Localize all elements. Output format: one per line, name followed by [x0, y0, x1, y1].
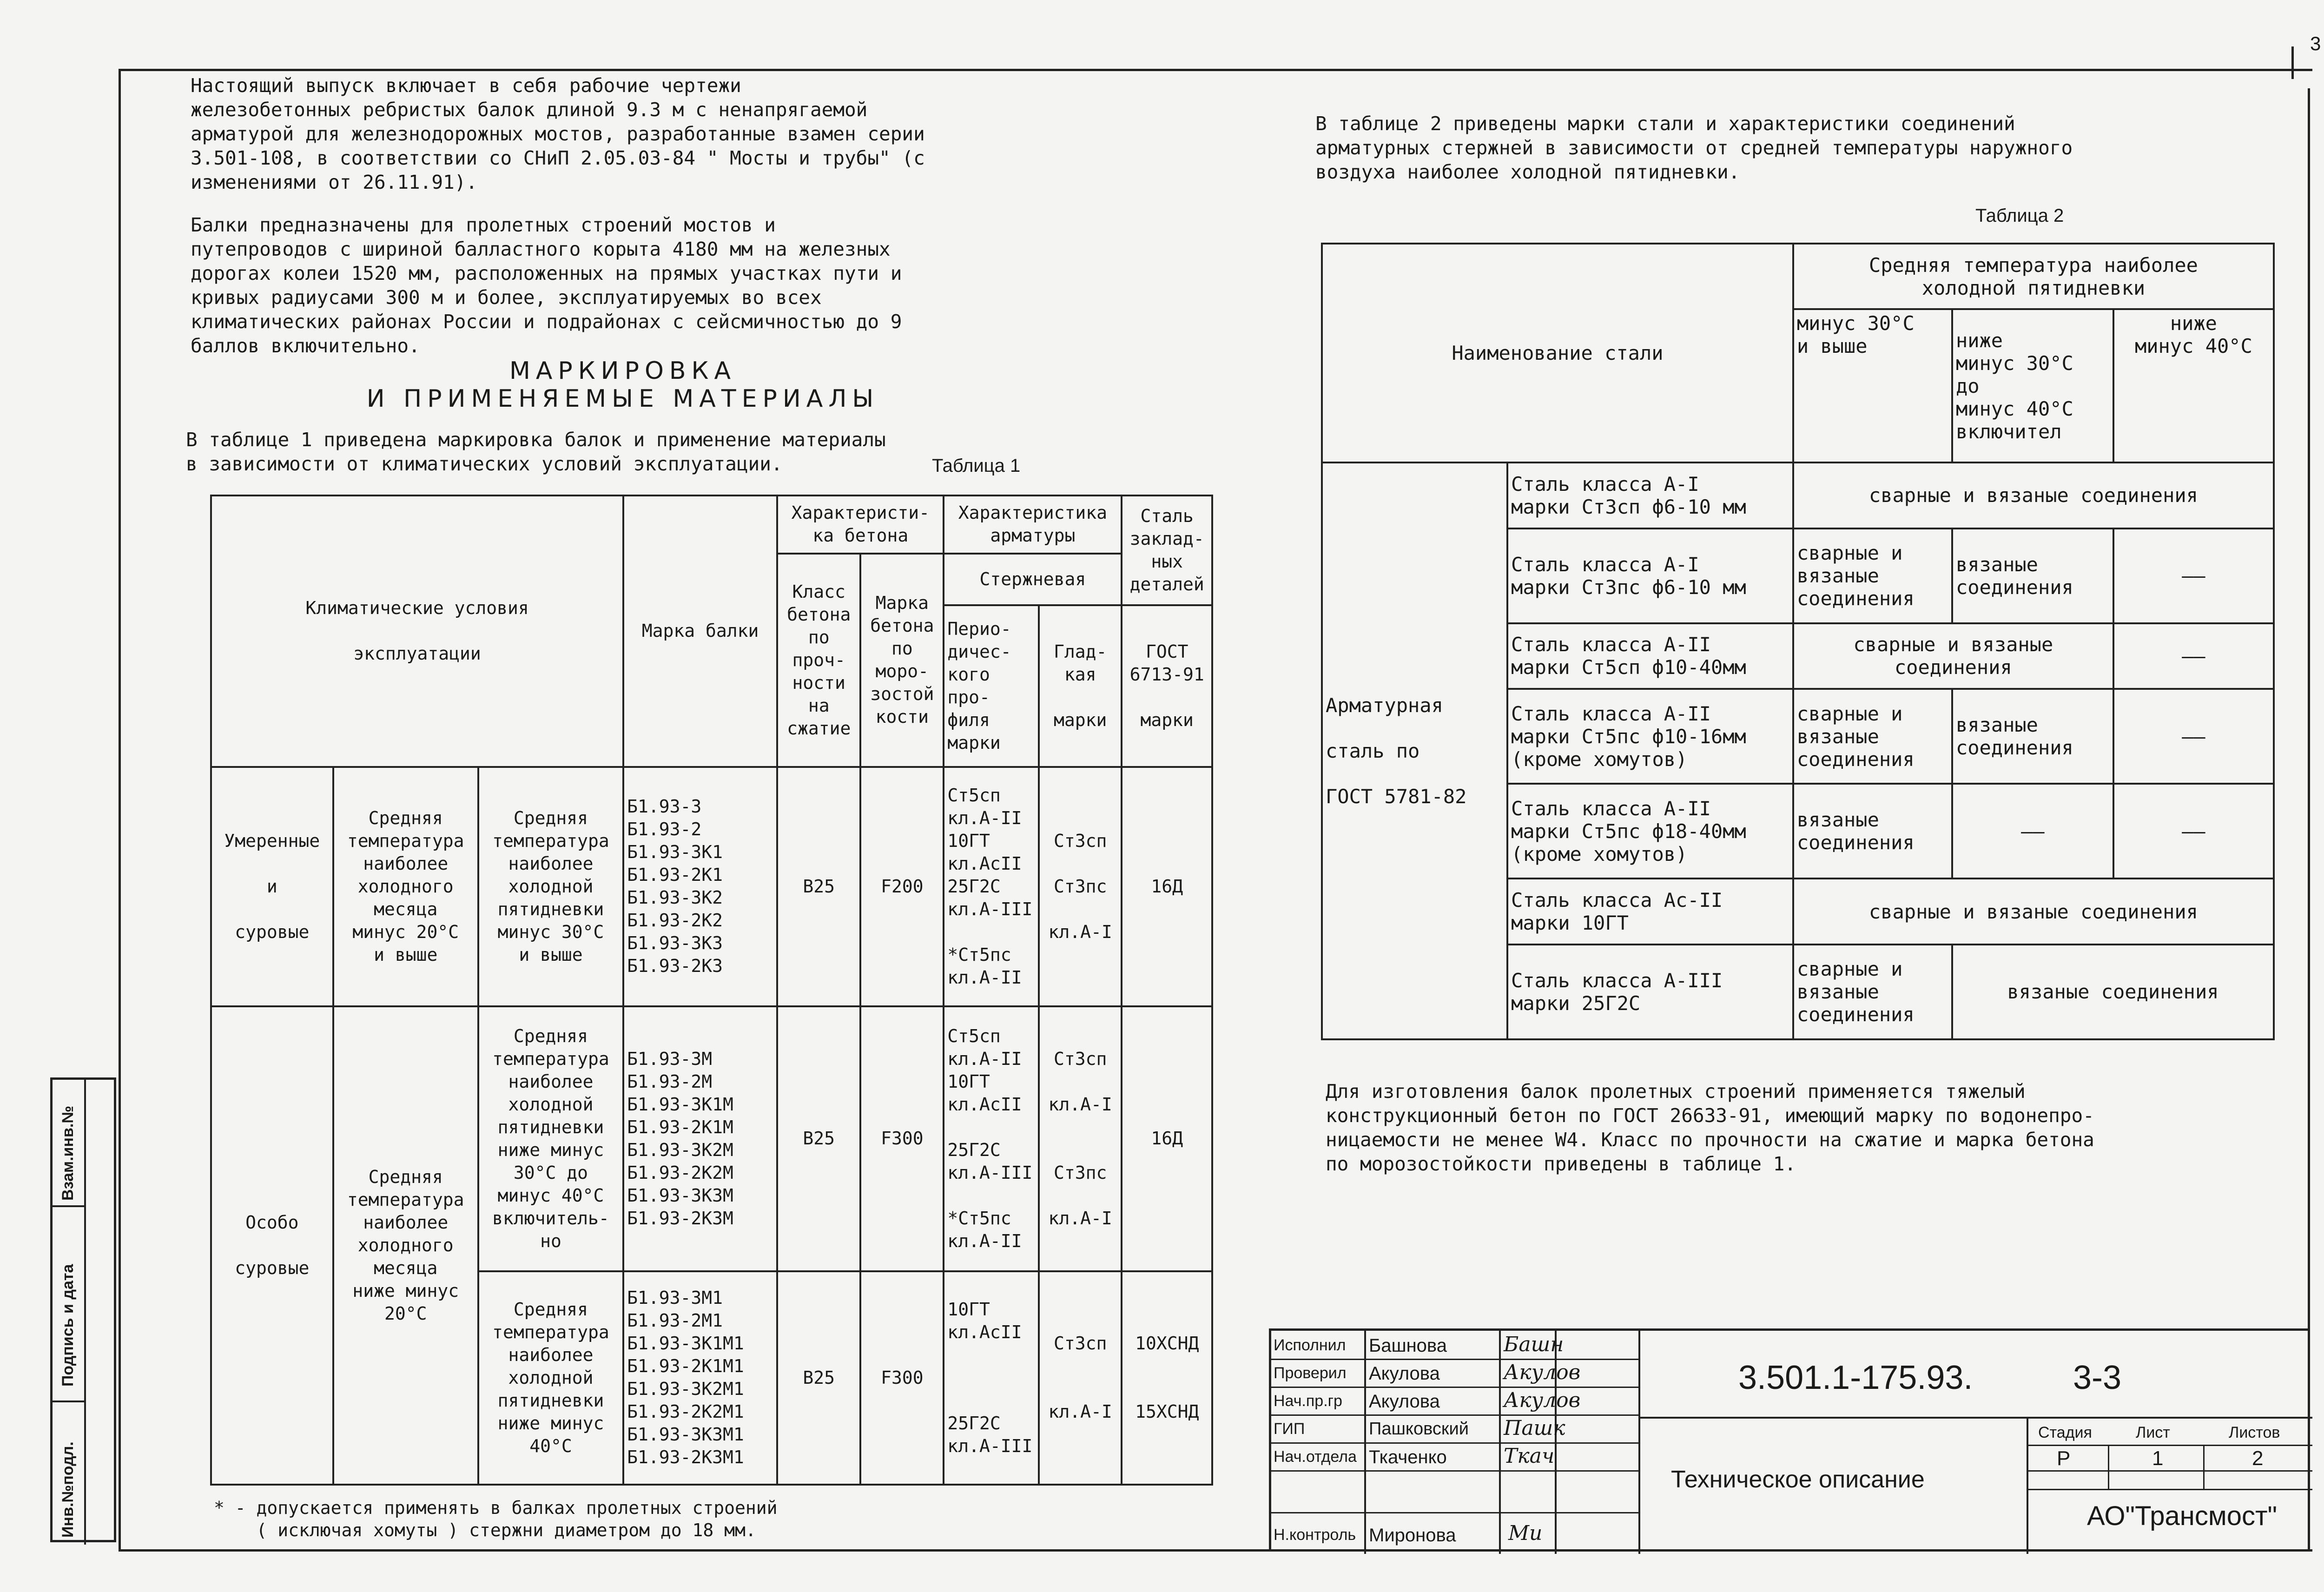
t2-r1-all: сварные и вязаные соединения [1793, 462, 2274, 528]
t1-r2-smooth: Ст3сп кл.А-I Ст3пс кл.А-I [1039, 1006, 1122, 1271]
stamp-role-1: Исполнил [1274, 1336, 1346, 1354]
t1-header-rebar-periodic: Перио- дичес- кого про- филя марки [944, 605, 1039, 767]
table-row [211, 767, 1212, 1006]
t1-header-concrete: Характеристи- ка бетона [777, 495, 944, 554]
sheet-number-bar [2291, 46, 2294, 79]
t2-r5-t1: вязаные соединения [1793, 784, 1952, 879]
t1-header-concrete-frost: Марка бетона по моро- зостой кости [860, 554, 944, 767]
t1-r3-smooth: Ст3сп кл.А-I [1039, 1271, 1122, 1485]
t1-header-rebar: Характеристика арматуры [944, 495, 1122, 554]
t1-header-steel-gost: ГОСТ 6713-91 марки [1122, 605, 1212, 767]
document-title: Техническое описание [1671, 1466, 1925, 1493]
t1-r1-climate-a: Умеренные и суровые [211, 767, 333, 1006]
stamp-name-1: Башнова [1369, 1335, 1447, 1356]
t2-group: Арматурная сталь по ГОСТ 5781-82 [1322, 462, 1507, 1039]
stamp-role-2: Проверил [1274, 1364, 1347, 1382]
table1-footnote: * - допускается применять в балках пролетных строений ( исключая хомуты ) стержни диаметром до 18 мм. [214, 1498, 778, 1540]
t1-r1-climate-b: Средняя температура наиболее холодного месяца минус 20°С и выше [333, 767, 478, 1006]
organization: АО"Трансмост" [2087, 1501, 2278, 1531]
intro-paragraph-1: Настоящий выпуск включает в себя рабочие чертежи железобетонных ребристых балок длиной 9.3 м с ненапрягаемой арматурой для железнодорожных мостов, разработанные взамен серии 3.501-108, в соответствии со СНиП 2.05.03-84 " Мосты и трубы" (с изменениями от 26.11.91). [191, 74, 925, 193]
stamp-name-5: Ткаченко [1369, 1447, 1447, 1467]
stamp-name-4: Пашковский [1369, 1419, 1469, 1439]
t2-r3-t12: сварные и вязаные соединения [1793, 623, 2113, 689]
right-paragraph-2: Для изготовления балок пролетных строений применяется тяжелый конструкционный бетон по ГОСТ 26633-91, имеющий марку по водонепро- ницаемости не менее W4. Класс по прочности на сжатие и марка бетона по морозостойкости приведены в таблице 1. [1326, 1080, 2094, 1175]
t2-r6-steel: Сталь класса Ас-II марки 10ГТ [1507, 879, 1793, 944]
t2-r5-steel: Сталь класса А-II марки Ст5пс ф18-40мм (кроме хомутов) [1507, 784, 1793, 879]
signature-3: Акулов [1504, 1388, 1581, 1412]
t1-r1-climate-c: Средняя температура наиболее холодной пятидневки минус 30°С и выше [478, 767, 623, 1006]
stage-value: Р [2057, 1447, 2071, 1470]
t1-r2-periodic: Ст5сп кл.А-II 10ГТ кл.АсII 25Г2С кл.А-III *Ст5пс кл.А-II [944, 1006, 1039, 1271]
t1-r2-marks: Б1.93-3М Б1.93-2М Б1.93-3К1М Б1.93-2К1М Б1.93-3К2М Б1.93-2К2М Б1.93-3К3М Б1.93-2К3М [623, 1006, 777, 1271]
t2-r4-steel: Сталь класса А-II марки Ст5пс ф10-16мм (кроме хомутов) [1507, 689, 1793, 784]
t1-r2-frost: F300 [860, 1006, 944, 1271]
t2-r6-all: сварные и вязаные соединения [1793, 879, 2274, 944]
t2-r4-t3: —— [2113, 689, 2274, 784]
t2-r2-t2: вязаные соединения [1952, 528, 2113, 623]
t1-r3-marks: Б1.93-3М1 Б1.93-2М1 Б1.93-3К1М1 Б1.93-2К1М1 Б1.93-3К2М1 Б1.93-2К2М1 Б1.93-3К3М1 Б1.93-2К3М1 [623, 1271, 777, 1485]
t1-header-rebar-rod: Стержневая [944, 554, 1122, 605]
t1-r1-periodic: Ст5сп кл.А-II 10ГТ кл.АсII 25Г2С кл.А-III *Ст5пс кл.А-II [944, 767, 1039, 1006]
sheets-label: Листов [2229, 1424, 2280, 1441]
t1-r2-steel: 16Д [1122, 1006, 1212, 1271]
table1-caption: Таблица 1 [932, 456, 1021, 476]
t1-r1-frost: F200 [860, 767, 944, 1006]
side-label-replaced: Взам.инв.№ [59, 1105, 77, 1201]
table-row [1322, 462, 2274, 528]
title-block [1269, 1328, 2310, 1552]
table-2 [1321, 243, 2275, 1040]
t1-header-steel: Сталь заклад- ных деталей [1122, 495, 1212, 605]
t2-r2-t1: сварные и вязаные соединения [1793, 528, 1952, 623]
t2-header-t3: ниже минус 40°С [2113, 309, 2274, 462]
signature-4: Пашк [1504, 1416, 1565, 1440]
side-label-signature-date: Подпись и дата [59, 1264, 77, 1387]
t1-r1-marks: Б1.93-3 Б1.93-2 Б1.93-3К1 Б1.93-2К1 Б1.93-3К2 Б1.93-2К2 Б1.93-3К3 Б1.93-2К3 [623, 767, 777, 1006]
t2-r1-steel: Сталь класса А-I марки Ст3сп ф6-10 мм [1507, 462, 1793, 528]
t2-r3-steel: Сталь класса А-II марки Ст5сп ф10-40мм [1507, 623, 1793, 689]
t1-r1-smooth: Ст3сп Ст3пс кл.А-I [1039, 767, 1122, 1006]
stamp-name-2: Акулова [1369, 1363, 1440, 1384]
t1-header-mark: Марка балки [623, 495, 777, 767]
t1-header-climate: Климатические условия эксплуатации [211, 495, 623, 767]
section-heading: МАРКИРОВКА И ПРИМЕНЯЕМЫЕ МАТЕРИАЛЫ [366, 357, 879, 413]
document-code: 3.501.1-175.93. [1738, 1359, 1973, 1396]
t2-r7-steel: Сталь класса А-III марки 25Г2С [1507, 945, 1793, 1039]
stamp-role-3: Нач.пр.гр [1274, 1392, 1342, 1410]
stamp-name-3: Акулова [1369, 1391, 1440, 1412]
right-paragraph-1: В таблице 2 приведены марки стали и характеристики соединений арматурных стержней в зависимости от средней температуры наружного воздуха наиболее холодной пятидневки. [1315, 112, 2073, 183]
table-1 [210, 495, 1213, 1486]
t2-header-name: Наименование стали [1322, 244, 1793, 462]
t1-r3-steel: 10ХСНД 15ХСНД [1122, 1271, 1212, 1485]
t1-r3-periodic: 10ГТ кл.АсII 25Г2С кл.А-III [944, 1271, 1039, 1485]
t1-header-concrete-class: Класс бетона по проч- ности на сжатие [777, 554, 860, 767]
t1-r2-climate-a: Особо суровые [211, 1006, 333, 1485]
t2-r7-t23: вязаные соединения [1952, 945, 2274, 1039]
sheet-label: Лист [2136, 1424, 2170, 1441]
side-strip [50, 1077, 116, 1542]
t2-r4-t1: сварные и вязаные соединения [1793, 689, 1952, 784]
stamp-role-7: Н.контроль [1274, 1526, 1356, 1544]
t1-r2-class: В25 [777, 1006, 860, 1271]
signature-5: Ткач [1504, 1444, 1555, 1468]
sheet-number: 3 [2310, 33, 2321, 54]
t2-r5-t2: —— [1952, 784, 2113, 879]
t2-r3-t3: —— [2113, 623, 2274, 689]
t1-r1-class: В25 [777, 767, 860, 1006]
signature-2: Акулов [1504, 1361, 1581, 1384]
t2-header-t1: минус 30°С и выше [1793, 309, 1952, 462]
t2-r7-t1: сварные и вязаные соединения [1793, 945, 1952, 1039]
t1-r3-class: В25 [777, 1271, 860, 1485]
stamp-name-7: Миронова [1369, 1525, 1456, 1546]
t2-header-temp: Средняя температура наиболее холодной пятидневки [1793, 244, 2274, 309]
sheet-code: 3-3 [2073, 1359, 2122, 1396]
intro-paragraph-2: Балки предназначены для пролетных строений мостов и путепроводов с шириной балластного корыта 4180 мм на железных дорогах колеи 1520 мм, расположенных на прямых участках пути и кривых радиусами 300 м и более, эксплуатируемых во всех климатических районах России и подрайонах с сейсмичностью до 9 баллов включительно. [191, 214, 902, 357]
t2-header-t2: ниже минус 30°С до минус 40°С включител [1952, 309, 2113, 462]
sheets-value: 2 [2252, 1447, 2264, 1470]
t2-r4-t2: вязаные соединения [1952, 689, 2113, 784]
t2-r2-t3: —— [2113, 528, 2274, 623]
signature-7: Ми [1508, 1521, 1543, 1545]
signature-1: Башн [1504, 1333, 1564, 1356]
stamp-role-5: Нач.отдела [1274, 1448, 1357, 1466]
t1-header-rebar-smooth: Глад- кая марки [1039, 605, 1122, 767]
t1-r2-climate-b: Средняя температура наиболее холодного месяца ниже минус 20°С [333, 1006, 478, 1485]
table-row [211, 1006, 1212, 1271]
table2-caption: Таблица 2 [1975, 205, 2064, 226]
t2-r5-t3: —— [2113, 784, 2274, 879]
t1-r3-frost: F300 [860, 1271, 944, 1485]
stamp-role-4: ГИП [1274, 1420, 1305, 1438]
t1-r2-climate-c: Средняя температура наиболее холодной пятидневки ниже минус 30°С до минус 40°С включитель- но [478, 1006, 623, 1271]
stage-label: Стадия [2038, 1424, 2092, 1441]
intro-paragraph-3: В таблице 1 приведена маркировка балок и применение материалы в зависимости от климатических условий эксплуатации. [186, 429, 886, 475]
t1-r3-climate-c: Средняя температура наиболее холодной пятидневки ниже минус 40°С [478, 1271, 623, 1485]
t1-r1-steel: 16Д [1122, 767, 1212, 1006]
t2-r2-steel: Сталь класса А-I марки Ст3пс ф6-10 мм [1507, 528, 1793, 623]
side-label-inventory: Инв.№подл. [59, 1441, 77, 1538]
sheet-value: 1 [2152, 1447, 2164, 1470]
